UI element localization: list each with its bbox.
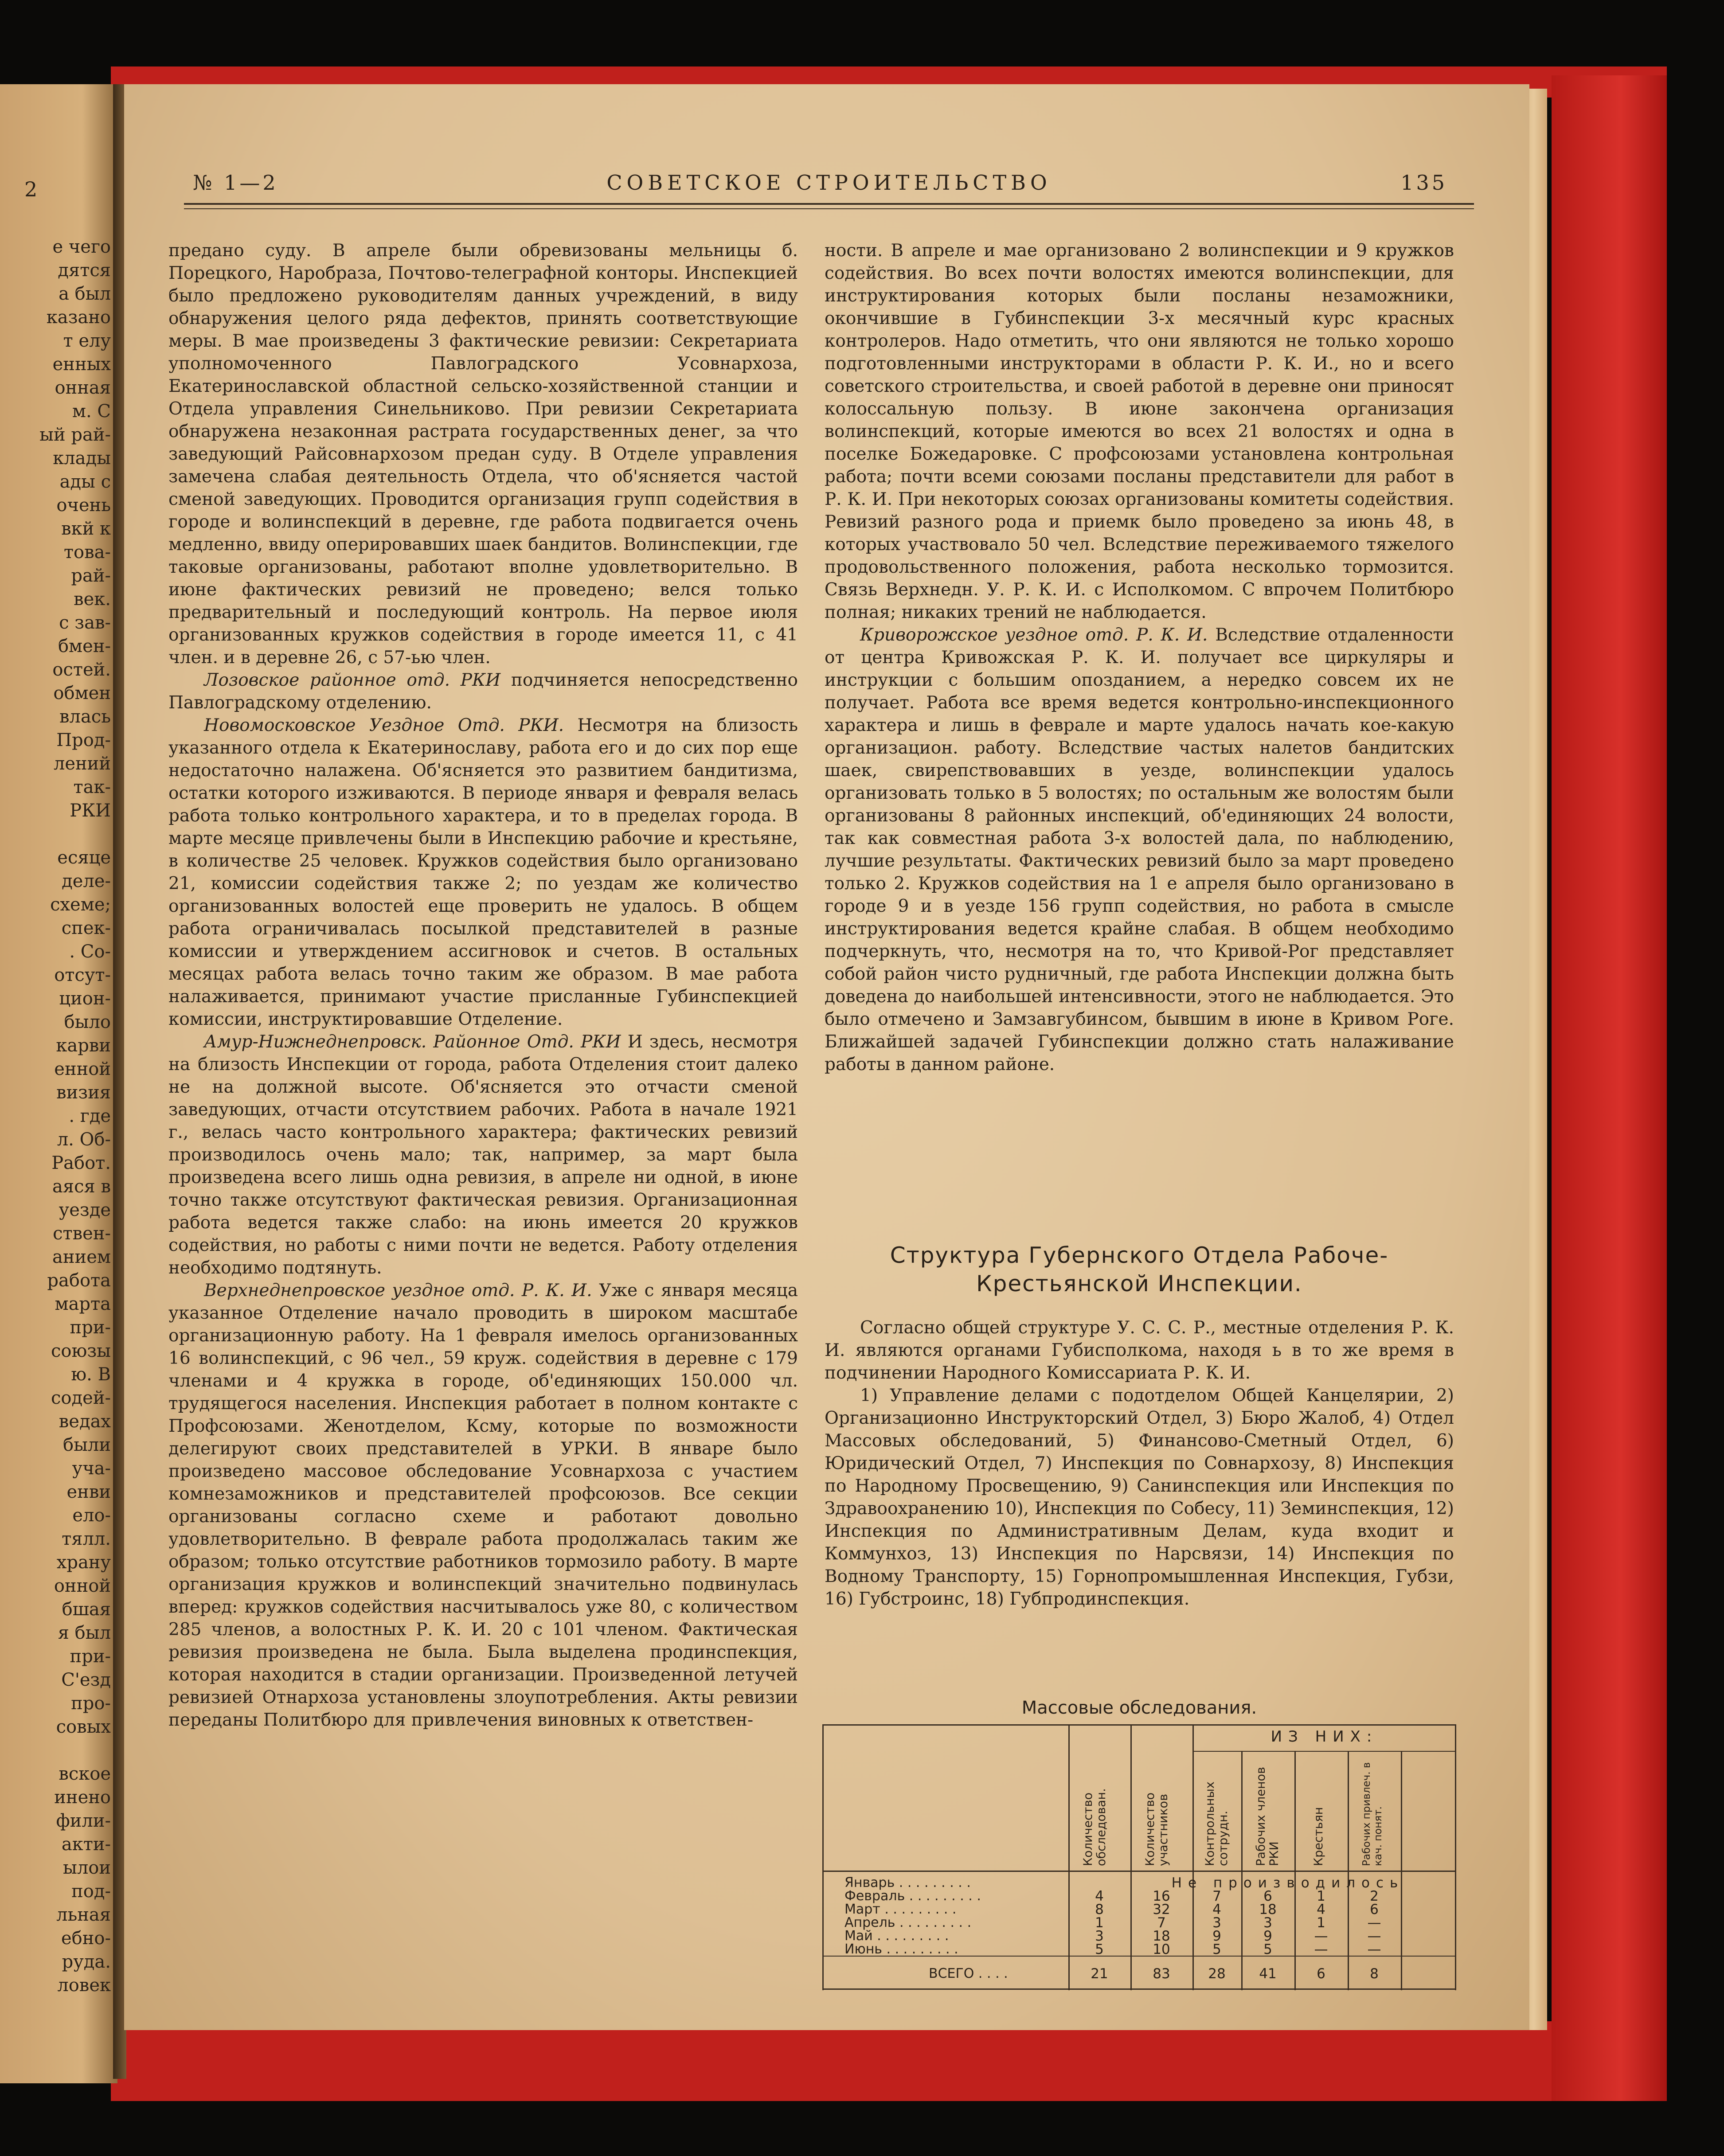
table-cell: — <box>1314 1941 1328 1957</box>
paragraph: Согласно общей структуре У. С. С. Р., местные отделения Р. К. И. являются органами Губисполкома, находя ь в то же время в подчинении Народного Комиссариата Р. К. И. <box>825 1318 1454 1383</box>
statistics-table <box>822 1724 1456 1990</box>
left-page-line: вкй к <box>61 519 111 539</box>
table-total-cell: 28 <box>1208 1966 1226 1982</box>
left-page-line: есяце <box>57 848 111 868</box>
left-page-line: цион- <box>59 988 111 1009</box>
table-rule <box>1241 1751 1243 1990</box>
left-page-line: лений <box>53 754 111 774</box>
table-cell: 2 <box>1370 1888 1379 1904</box>
left-page-line: т елу <box>63 331 111 351</box>
paragraph-text: подчиняется непосредственно Павлоградскому отделению. <box>168 670 798 713</box>
left-page-line: рай- <box>71 566 111 586</box>
left-page-line: содей- <box>51 1388 111 1408</box>
left-page-line: дятся <box>58 260 111 281</box>
left-page-line: я был <box>58 1623 111 1643</box>
left-page-line: под- <box>71 1881 111 1902</box>
subsection-lead: Верхнеднепровское уездное отд. Р. К. И. <box>204 1281 592 1301</box>
text-column-left <box>168 239 798 1731</box>
left-page-line: онная <box>55 378 111 398</box>
table-cell: 6 <box>1263 1888 1272 1904</box>
left-page-line: фили- <box>56 1811 111 1831</box>
table-rule <box>1401 1751 1402 1990</box>
paragraph <box>168 1279 798 1731</box>
table-cell: 18 <box>1153 1928 1170 1944</box>
left-page-line: С'езд <box>61 1670 111 1690</box>
table-cell: 8 <box>1095 1902 1104 1918</box>
left-page-line: марта <box>55 1294 111 1314</box>
table-cell: 4 <box>1095 1888 1104 1904</box>
left-page-line: л. Об- <box>57 1129 111 1150</box>
paragraph <box>168 1031 798 1279</box>
table-cell: 5 <box>1095 1941 1104 1957</box>
left-page-line: отсут- <box>54 965 111 985</box>
paragraph: предано суду. В апреле были обревизованы мельницы б. Порецкого, Наробраза, Почтово-телеграфной конторы. Инспекцией было предложено руководителям данных учреждений, в виду обнаружения целого ряда дефектов, принять соответствующие меры. В мае произведены 3 фактические ревизии: Секретариата уполномоченного Павлоградского Усовнархоза, Екатеринославской областной сельско-хозяйственной станции и Отдела управления Синельниково. При ревизии Секретариата обнаружена незаконная растрата государственных денег, за что заведующий Райсовнархозом предан суду. В Отделе управления замечена слабая деятельность Отдела, что об'ясняется частой сменой заведующих. Проводится организация групп содействия в городе и волинспекций в деревне, где работа подвигается очень медленно, ввиду оперировавших шаек бандитов. Волинспекции, где таковые организованы, работают вполне удовлетворительно. В июне фактических ревизий не проведено; велся только предварительный и последующий контроль. На первое июля организованных кружков содействия в городе имеется 11, с 41 член. и в деревне 26, с 57-ью член. <box>168 241 798 668</box>
table-cell: 1 <box>1317 1915 1325 1931</box>
paragraph-text: Несмотря на близость указанного отдела к Екатеринославу, работа его и до сих пор еще недостаточно налажена. Об'ясняется это развитием бандитизма, остатки которого изживаются. В периоде января и февраля велась работа только контрольного характера, и то в пределах города. В марте месяце привлечены были в Инспекцию рабочие и крестьяне, в количестве 25 человек. Кружков содействия было организовано 21, комиссии содействия также 2; по уездам же количество организованных волостей еще проверить не удалось. В общем работа ограничивалась посылкой представителей в разные комиссии и утверждением ассигновок и счетов. В остальных месяцах работа велась точно таким же образом. В мае работа налаживается, принимают участие присланные Губинспекцией комиссии, инструктировавшие Отделение. <box>168 715 798 1029</box>
table-row-label: Март . . . . . . . . . <box>844 1902 957 1917</box>
table-rule <box>1455 1724 1456 1990</box>
left-page-line: а был <box>59 284 111 304</box>
table-cell: 16 <box>1153 1888 1170 1904</box>
table-cell: 32 <box>1153 1902 1170 1918</box>
left-page-line: с зав- <box>59 613 111 633</box>
table-rule <box>822 1988 1456 1990</box>
left-page-line: деле- <box>62 871 111 891</box>
table-rule <box>1068 1724 1070 1990</box>
table-cell: 10 <box>1153 1941 1170 1957</box>
left-page-line: при- <box>70 1646 111 1667</box>
column-header: Крестьян <box>1312 1807 1325 1866</box>
table-note: Не производилось <box>1171 1875 1404 1891</box>
page-number: 135 <box>1400 171 1447 195</box>
table-cell: 7 <box>1157 1915 1166 1931</box>
left-page-line: тялл. <box>62 1529 111 1549</box>
left-page-line: работа <box>47 1270 111 1291</box>
table-cell: 7 <box>1212 1888 1221 1904</box>
left-page-line: ю. В <box>71 1364 111 1385</box>
left-page-line: вское <box>59 1764 111 1784</box>
table-cell: 3 <box>1095 1928 1104 1944</box>
left-page-line: енных <box>52 354 111 375</box>
table-total-cell: 83 <box>1153 1966 1170 1982</box>
left-page-line: уезде <box>59 1200 111 1220</box>
left-page-line: ылои <box>63 1858 111 1878</box>
table-cell: 9 <box>1263 1928 1272 1944</box>
left-page-number: 2 <box>24 177 38 201</box>
table-cell: — <box>1367 1941 1381 1957</box>
paragraph: ности. В апреле и мае организовано 2 волинспекции и 9 кружков содействия. Во всех почти волостях имеются волинспекции, для инструктирования которых были посланы незаможники, окончившие в Губинспекции 3-х месячный курс красных контролеров. Надо отметить, что они являются не только хорошо подготовленными инструкторами в области Р. К. И., но и всего советского строительства, и своей работой в деревне они приносят колоссальную пользу. В июне закончена организация волинспекций, которые имеются во всех 21 волостях и одна в поселке Божедаровке. С профсоюзами установлена контрольная работа; почти всеми союзами посланы представители для работ в Р. К. И. При некоторых союзах организованы комитеты содействия. Ревизий разного рода и приемк было проведено за июнь 48, в которых участвовало 50 чел. Вследствие переживаемого тяжелого продовольственного положения, работа несколько тормозится. Связь Верхнедн. У. Р. К. И. с Исполкомом. С впрочем Политбюро полная; никаких трений не наблюдается. <box>825 241 1454 622</box>
table-cell: 5 <box>1212 1941 1221 1957</box>
table-cell: — <box>1314 1928 1328 1944</box>
left-page-line: м. С <box>72 401 111 422</box>
table-total-cell: 21 <box>1091 1966 1108 1982</box>
left-page-line: при- <box>70 1317 111 1338</box>
left-page-line: . Со- <box>69 941 111 962</box>
subsection-lead: Лозовское районное отд. РКИ <box>204 670 501 690</box>
left-page-line: е чего <box>52 237 111 257</box>
table-cell: 3 <box>1212 1915 1221 1931</box>
left-page-line: влась <box>59 707 111 727</box>
table-rule <box>1130 1724 1132 1990</box>
issue-number: № 1—2 <box>193 171 278 195</box>
section-heading: Структура Губернского Отдела Рабоче-Крестьянской Инспекции. <box>890 1242 1389 1297</box>
table-total-cell: 6 <box>1317 1966 1325 1982</box>
left-page-fragment <box>0 84 117 2083</box>
table-row-label: Февраль . . . . . . . . . <box>844 1888 981 1904</box>
left-page-line: ады с <box>59 472 111 492</box>
table-cell: 1 <box>1317 1888 1325 1904</box>
table-cell: 18 <box>1259 1902 1277 1918</box>
table-cell: 1 <box>1095 1915 1104 1931</box>
section-body <box>825 1316 1454 1610</box>
left-page-line: обмен <box>53 683 111 703</box>
subsection-lead: Криворожское уездное отд. Р. К. И. <box>860 625 1208 645</box>
book-cover-right-edge <box>1552 75 1667 2101</box>
table-cell: — <box>1367 1915 1381 1931</box>
left-page-line: ствен- <box>53 1223 111 1244</box>
left-page-line: ловек <box>57 1975 111 1996</box>
paragraph <box>825 624 1454 1076</box>
left-page-line: . где <box>69 1106 111 1126</box>
left-page-line: бмен- <box>58 636 111 656</box>
table-cell: 4 <box>1317 1902 1325 1918</box>
left-page-line: были <box>63 1435 111 1455</box>
column-header: Количество обследован. <box>1081 1788 1108 1866</box>
subsection-lead: Амур-Нижнеднепровск. Районное Отд. РКИ <box>204 1032 621 1052</box>
right-page <box>124 84 1529 2030</box>
subsection-lead: Новомосковское Уездное Отд. РКИ. <box>204 715 564 735</box>
left-page-line: аяся в <box>52 1176 111 1197</box>
table-total-cell: 41 <box>1259 1966 1277 1982</box>
header-rule <box>184 203 1474 205</box>
left-page-line: союзы <box>51 1341 111 1361</box>
left-page-line: енви <box>66 1482 111 1502</box>
table-rule <box>822 1724 1456 1726</box>
left-page-line: клады <box>53 448 111 469</box>
left-page-line: ело- <box>72 1505 111 1526</box>
table-rule <box>822 1724 824 1990</box>
paragraph <box>168 714 798 1031</box>
column-header: Контрольных сотрудн. <box>1203 1781 1230 1866</box>
left-page-line: схеме; <box>50 894 111 915</box>
left-page-line: казано <box>46 307 111 328</box>
paragraph-text: Уже с января месяца указанное Отделение начало проводить в широком масштабе организационную работу. На 1 февраля имелось организованных 16 волинспекций, с 96 чел., 59 круж. содействия в деревне с 179 членами и 4 кружка в городе, об'единяющих 150.000 чл. трудящегося населения. Инспекция работает в полном контакте с Профсоюзами. Женотделом, Ксму, которые по возможности делегируют своих представителей в УРКИ. В январе было произведено массовое обследование Усовнархоза с участием комнезаможников и представителей профсоюзов. Все секции организованы согласно схеме и работают довольно удовлетворительно. В феврале работа продолжалась таким же образом; только отсутствие работников тормозило работу. В марте организация кружков и волинспекций значительно подвинулась вперед: кружков содействия насчитывалось уже 80, с количеством 285 членов, а волостных Р. К. И. 20 с 101 членом. Фактическая ревизия произведена не была. Была выделена продинспекция, которая находится в стадии организации. Произведенной летучей ревизией Отнархоза установлены злоупотребления. Акты ревизии переданы Политбюро для привлечения виновных к ответствен- <box>168 1281 798 1730</box>
header-rule-thin <box>184 208 1474 209</box>
table-rule <box>1192 1751 1456 1752</box>
table-rule <box>822 1871 1456 1872</box>
paragraph: 1) Управление делами с подотделом Общей Канцелярии, 2) Организационно Инструкторский Отдел, 3) Бюро Жалоб, 4) Отдел Массовых обследований, 5) Финансово-Сметный Отдел, 6) Юридический Отдел, 7) Инспекция по Совнархозу, 8) Инспекция по Народному Просвещению, 9) Санинспекция или Инспекция по Здравоохранению 10), Инспекция по Собесу, 11) Земинспекция, 12) Инспекция по Административным Делам, куда входит и Коммунхоз, 13) Инспекция по Нарсвязи, 14) Инспекция по Водному Транспорту, 15) Горнопромышленная Инспекция, Губзи, 16) Губстроинс, 18) Губпродинспекция. <box>825 1386 1454 1609</box>
left-page-line: храну <box>56 1552 111 1573</box>
table-cell: 3 <box>1263 1915 1272 1931</box>
left-page-line: век. <box>74 589 111 609</box>
left-page-line: про- <box>71 1693 111 1714</box>
table-group-header: ИЗ НИХ: <box>1271 1728 1378 1746</box>
text-column-right <box>825 239 1454 1076</box>
paragraph-text: Вследствие отдаленности от центра Кривожская Р. К. И. получает все циркуляры и инструкции с большим опозданием, а нередко совсем их не получает. Работа все время ведется контрольно-инспекционного характера и лишь в феврале и марте удалось начать кое-какую организацион. работу. Вследствие частых налетов бандитских шаек, свирепствовавших в уезде, волинспекции удалось организовать только в 5 волостях; по остальным же волостям были организованы 8 районных инспекций, об'единяющих 24 волости, так как совместная работа 3-х волостей дала, по наблюдению, лучшие результаты. Фактических ревизий было за март проведено только 2. Кружков содействия на 1 е апреля было организовано в городе 9 и в уезде 156 групп содействия, но работа в смысле инструктирования ведется крайне слабая. В общем необходимо подчеркнуть, что, несмотря на то, что Кривой-Рог представляет собой район чисто рудничный, где работа Инспекции должна быть доведена до наибольшей интенсивности, этого не наблюдается. Это было отмечено и Замзавгубинсом, бывшим в июне в Кривом Роге. Ближайшей задачей Губинспекции должно стать налаживание работы в данном районе. <box>825 625 1454 1074</box>
paragraph-text: И здесь, несмотря на близость Инспекции от города, работа Отделения стоит далеко не на должной высоте. Об'ясняется это отчасти сменой заведующих, отчасти отсутствием рабочих. Работа в начале 1921 г., велась часто контрольного характера; фактических ревизий производилось очень мало; так, например, за март была произведена всего лишь одна ревизия, в апреле ни одной, в июне точно также отсутствуют фактическая ревизия. Организационная работа ведется также слабо: на июнь имеется 20 кружков содействия, но работы с ними почти не ведется. Работу отделения необходимо подтянуть. <box>168 1032 798 1278</box>
left-page-line: спек- <box>61 918 111 938</box>
left-page-line: ебно- <box>61 1928 111 1949</box>
table-total-label: ВСЕГО . . . . <box>929 1966 1008 1981</box>
table-cell: 5 <box>1263 1941 1272 1957</box>
left-page-line: очень <box>56 495 111 516</box>
left-page-line: Работ. <box>51 1153 111 1173</box>
left-page-line: ведах <box>59 1411 111 1432</box>
table-row-label: Май . . . . . . . . . <box>844 1928 949 1944</box>
left-page-line: РКИ <box>70 801 111 821</box>
column-header: Рабочих членов РКИ <box>1254 1767 1281 1866</box>
table-row-label: Июнь . . . . . . . . . <box>844 1941 958 1957</box>
journal-title: СОВЕТСКОЕ СТРОИТЕЛЬСТВО <box>606 171 1052 195</box>
left-page-line: остей. <box>52 660 111 680</box>
column-header: Рабочих привлеч. в кач. понят. <box>1361 1762 1384 1866</box>
left-page-line: анием <box>52 1247 111 1267</box>
left-page-line: визия <box>56 1082 111 1103</box>
left-page-line: енной <box>54 1059 111 1079</box>
left-page-line: было <box>64 1012 111 1032</box>
table-row-label: Январь . . . . . . . . . <box>844 1875 971 1890</box>
left-page-line: акти- <box>61 1834 111 1855</box>
left-page-line: Прод- <box>56 730 111 750</box>
left-page-line: онной <box>54 1576 111 1596</box>
table-cell: 9 <box>1212 1928 1221 1944</box>
left-page-line: так- <box>73 777 111 797</box>
left-page-line: льная <box>56 1905 111 1925</box>
table-rule <box>1348 1751 1349 1990</box>
table-rule <box>1294 1751 1296 1990</box>
left-page-line: совых <box>56 1717 111 1737</box>
table-total-cell: 8 <box>1370 1966 1379 1982</box>
left-page-line: това- <box>63 542 111 562</box>
left-page-line: карви <box>56 1035 111 1056</box>
table-row-label: Апрель . . . . . . . . . <box>844 1915 972 1930</box>
table-cell: — <box>1367 1928 1381 1944</box>
table-caption: Массовые обследования. <box>1021 1698 1257 1718</box>
table-cell: 6 <box>1370 1902 1379 1918</box>
left-page-line: бшая <box>62 1599 111 1620</box>
paragraph <box>168 669 798 714</box>
table-cell: 4 <box>1212 1902 1221 1918</box>
running-header <box>184 171 1474 202</box>
left-page-line: ый рай- <box>39 425 111 445</box>
left-page-line: руда. <box>62 1952 111 1972</box>
left-page-line: уча- <box>72 1458 111 1479</box>
left-page-line: инено <box>54 1787 111 1808</box>
book-cover-bottom-edge <box>111 2021 1552 2101</box>
column-header: Количество участников <box>1143 1792 1170 1866</box>
